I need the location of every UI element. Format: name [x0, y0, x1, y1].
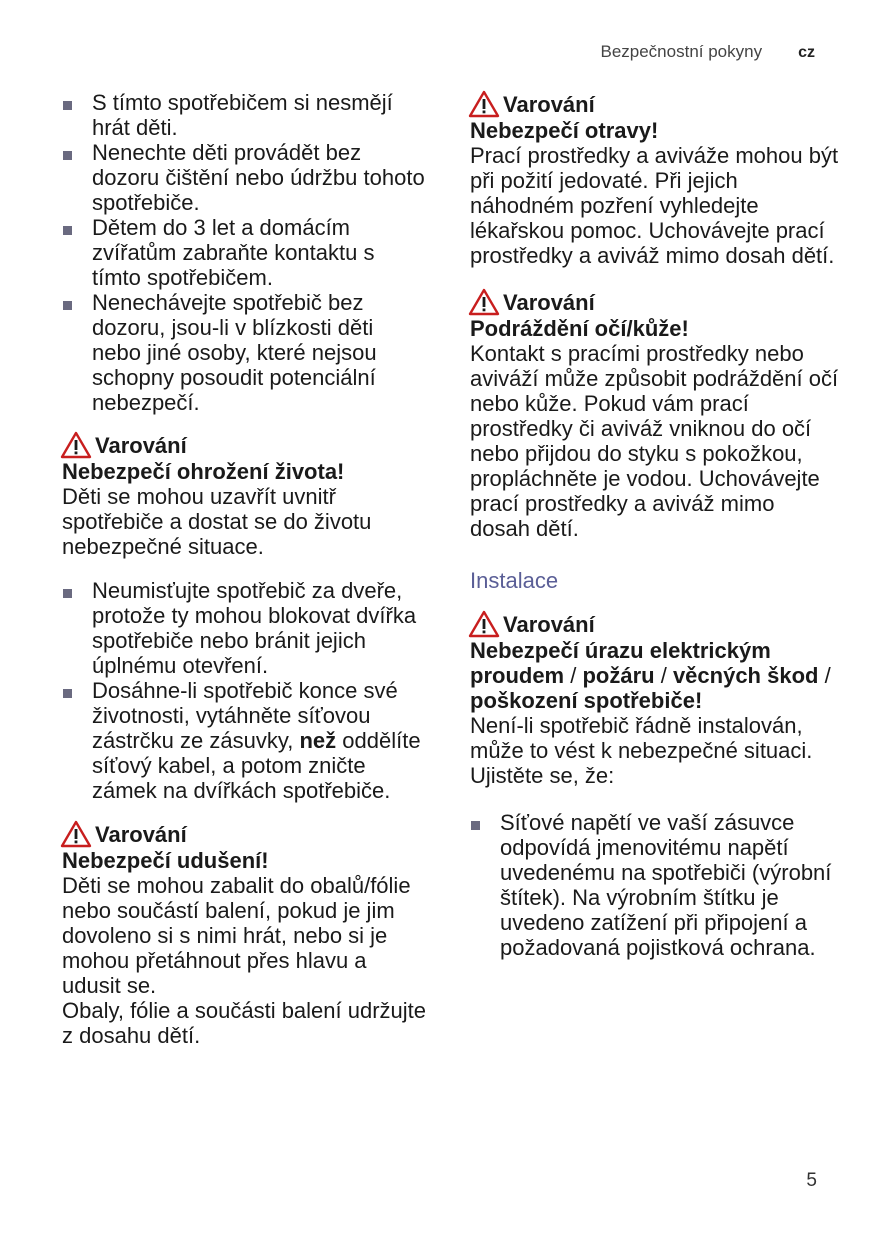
list-item-text: oddělíte síťový kabel, a potom zničte zámek na dvířkách spotřebiče.	[92, 728, 421, 803]
warning-heading	[62, 820, 427, 848]
warning-heading	[62, 431, 427, 459]
warning-heading	[470, 90, 840, 118]
warning-text: Není-li spotřebič řádně instalován, může to vést k nebezpečné situaci. Ujistěte se, že:	[470, 713, 813, 788]
warning-text: Prací prostředky a aviváže mohou být při požití jedovaté. Při jejich náhodném pozření vyhledejte lékařskou pomoc. Uchovávejte prací prostředky a aviváž mimo dosah dětí.	[470, 143, 839, 268]
list-item: Síťové napětí ve vaší zásuvce odpovídá jmenovitému napětí uvedenému na spotřebiči (výrobní štítek). Na výrobním štítku je uvedeno zatížení při připojení a požadovaná pojistková ochrana.	[470, 810, 840, 960]
list-item: Nenechávejte spotřebič bez dozoru, jsou-li v blízkosti děti nebo jiné osoby, které nejsou schopny posoudit potenciální nebezpečí.	[62, 290, 427, 415]
hazard-part: poškození spotřebiče!	[470, 688, 703, 713]
warning-text: Kontakt s pracími prostředky nebo aviváží může způsobit podráždění očí nebo kůže. Pokud vám prací prostředky či aviváž vniknou do očí nebo přijdou do styku s pokožkou, propláchněte je vodou. Uchovávejte prací prostředky a aviváž mimo dosah dětí.	[470, 341, 839, 541]
warning-block-poisoning	[470, 90, 840, 268]
left-column	[62, 90, 427, 1048]
warning-label: Varování	[503, 91, 595, 117]
warning-hazard: Nebezpečí udušení!	[62, 848, 269, 873]
hazard-part: Nebezpečí úrazu elektrickým proudem	[470, 638, 771, 688]
section-title: Instalace	[470, 568, 559, 593]
warning-hazard: Nebezpečí otravy!	[470, 118, 659, 143]
warning-triangle-icon	[468, 610, 500, 638]
list-item: Dětem do 3 let a domácím zvířatům zabraňte kontaktu s tímto spotřebičem.	[62, 215, 427, 290]
emphasis-text: než	[299, 728, 337, 753]
warning-block-suffocation	[62, 820, 427, 1048]
warning-triangle-icon	[468, 288, 500, 316]
list-item: Nenechte děti provádět bez dozoru čištění nebo údržbu tohoto spotřebiče.	[62, 140, 427, 215]
warning-label: Varování	[503, 289, 595, 315]
hazard-part: věcných škod	[672, 663, 819, 688]
bullet-list-mid	[62, 578, 427, 803]
hazard-part: požáru	[582, 663, 655, 688]
warning-block-irritation	[470, 288, 840, 541]
bullet-list-top	[62, 90, 427, 415]
hazard-separator: /	[564, 663, 583, 688]
warning-triangle-icon	[60, 431, 92, 459]
page-header	[600, 42, 815, 62]
list-item: S tímto spotřebičem si nesmějí hrát děti.	[62, 90, 427, 140]
warning-hazard: Podráždění očí/kůže!	[470, 316, 689, 341]
bullet-list-install	[470, 810, 840, 960]
warning-text: Děti se mohou zabalit do obalů/fólie nebo součástí balení, pokud je jim dovoleno si s nimi hrát, nebo si je mohou přetáhnout přes hlavu a udusit se.	[62, 873, 411, 998]
warning-label: Varování	[503, 611, 595, 637]
warning-hazard	[470, 638, 840, 713]
warning-label: Varování	[95, 432, 187, 458]
list-item	[62, 678, 427, 803]
warning-heading	[470, 288, 840, 316]
warning-triangle-icon	[468, 90, 500, 118]
warning-hazard: Nebezpečí ohrožení života!	[62, 459, 345, 484]
warning-block-suffocation-enclosure	[62, 431, 427, 559]
warning-heading	[470, 610, 840, 638]
header-section-title: Bezpečnostní pokyny	[600, 42, 763, 61]
warning-text: Obaly, fólie a součásti balení udržujte z dosahu dětí.	[62, 998, 427, 1048]
list-item: Neumisťujte spotřebič za dveře, protože ty mohou blokovat dvířka spotřebiče nebo bránit jejich úplnému otevření.	[62, 578, 427, 678]
header-language: cz	[798, 44, 815, 61]
warning-label: Varování	[95, 821, 187, 847]
hazard-separator: /	[818, 663, 831, 688]
page-number: 5	[806, 1170, 817, 1191]
warning-block-electric	[470, 610, 840, 788]
list-item-text: Dosáhne-li spotřebič konce své životnosti, vytáhněte síťovou zástrčku ze zásuvky,	[92, 678, 398, 753]
hazard-separator: /	[654, 663, 673, 688]
warning-text: Děti se mohou uzavřít uvnitř spotřebiče a dostat se do životu nebezpečné situace.	[62, 484, 372, 559]
warning-triangle-icon	[60, 820, 92, 848]
right-column	[470, 90, 840, 960]
